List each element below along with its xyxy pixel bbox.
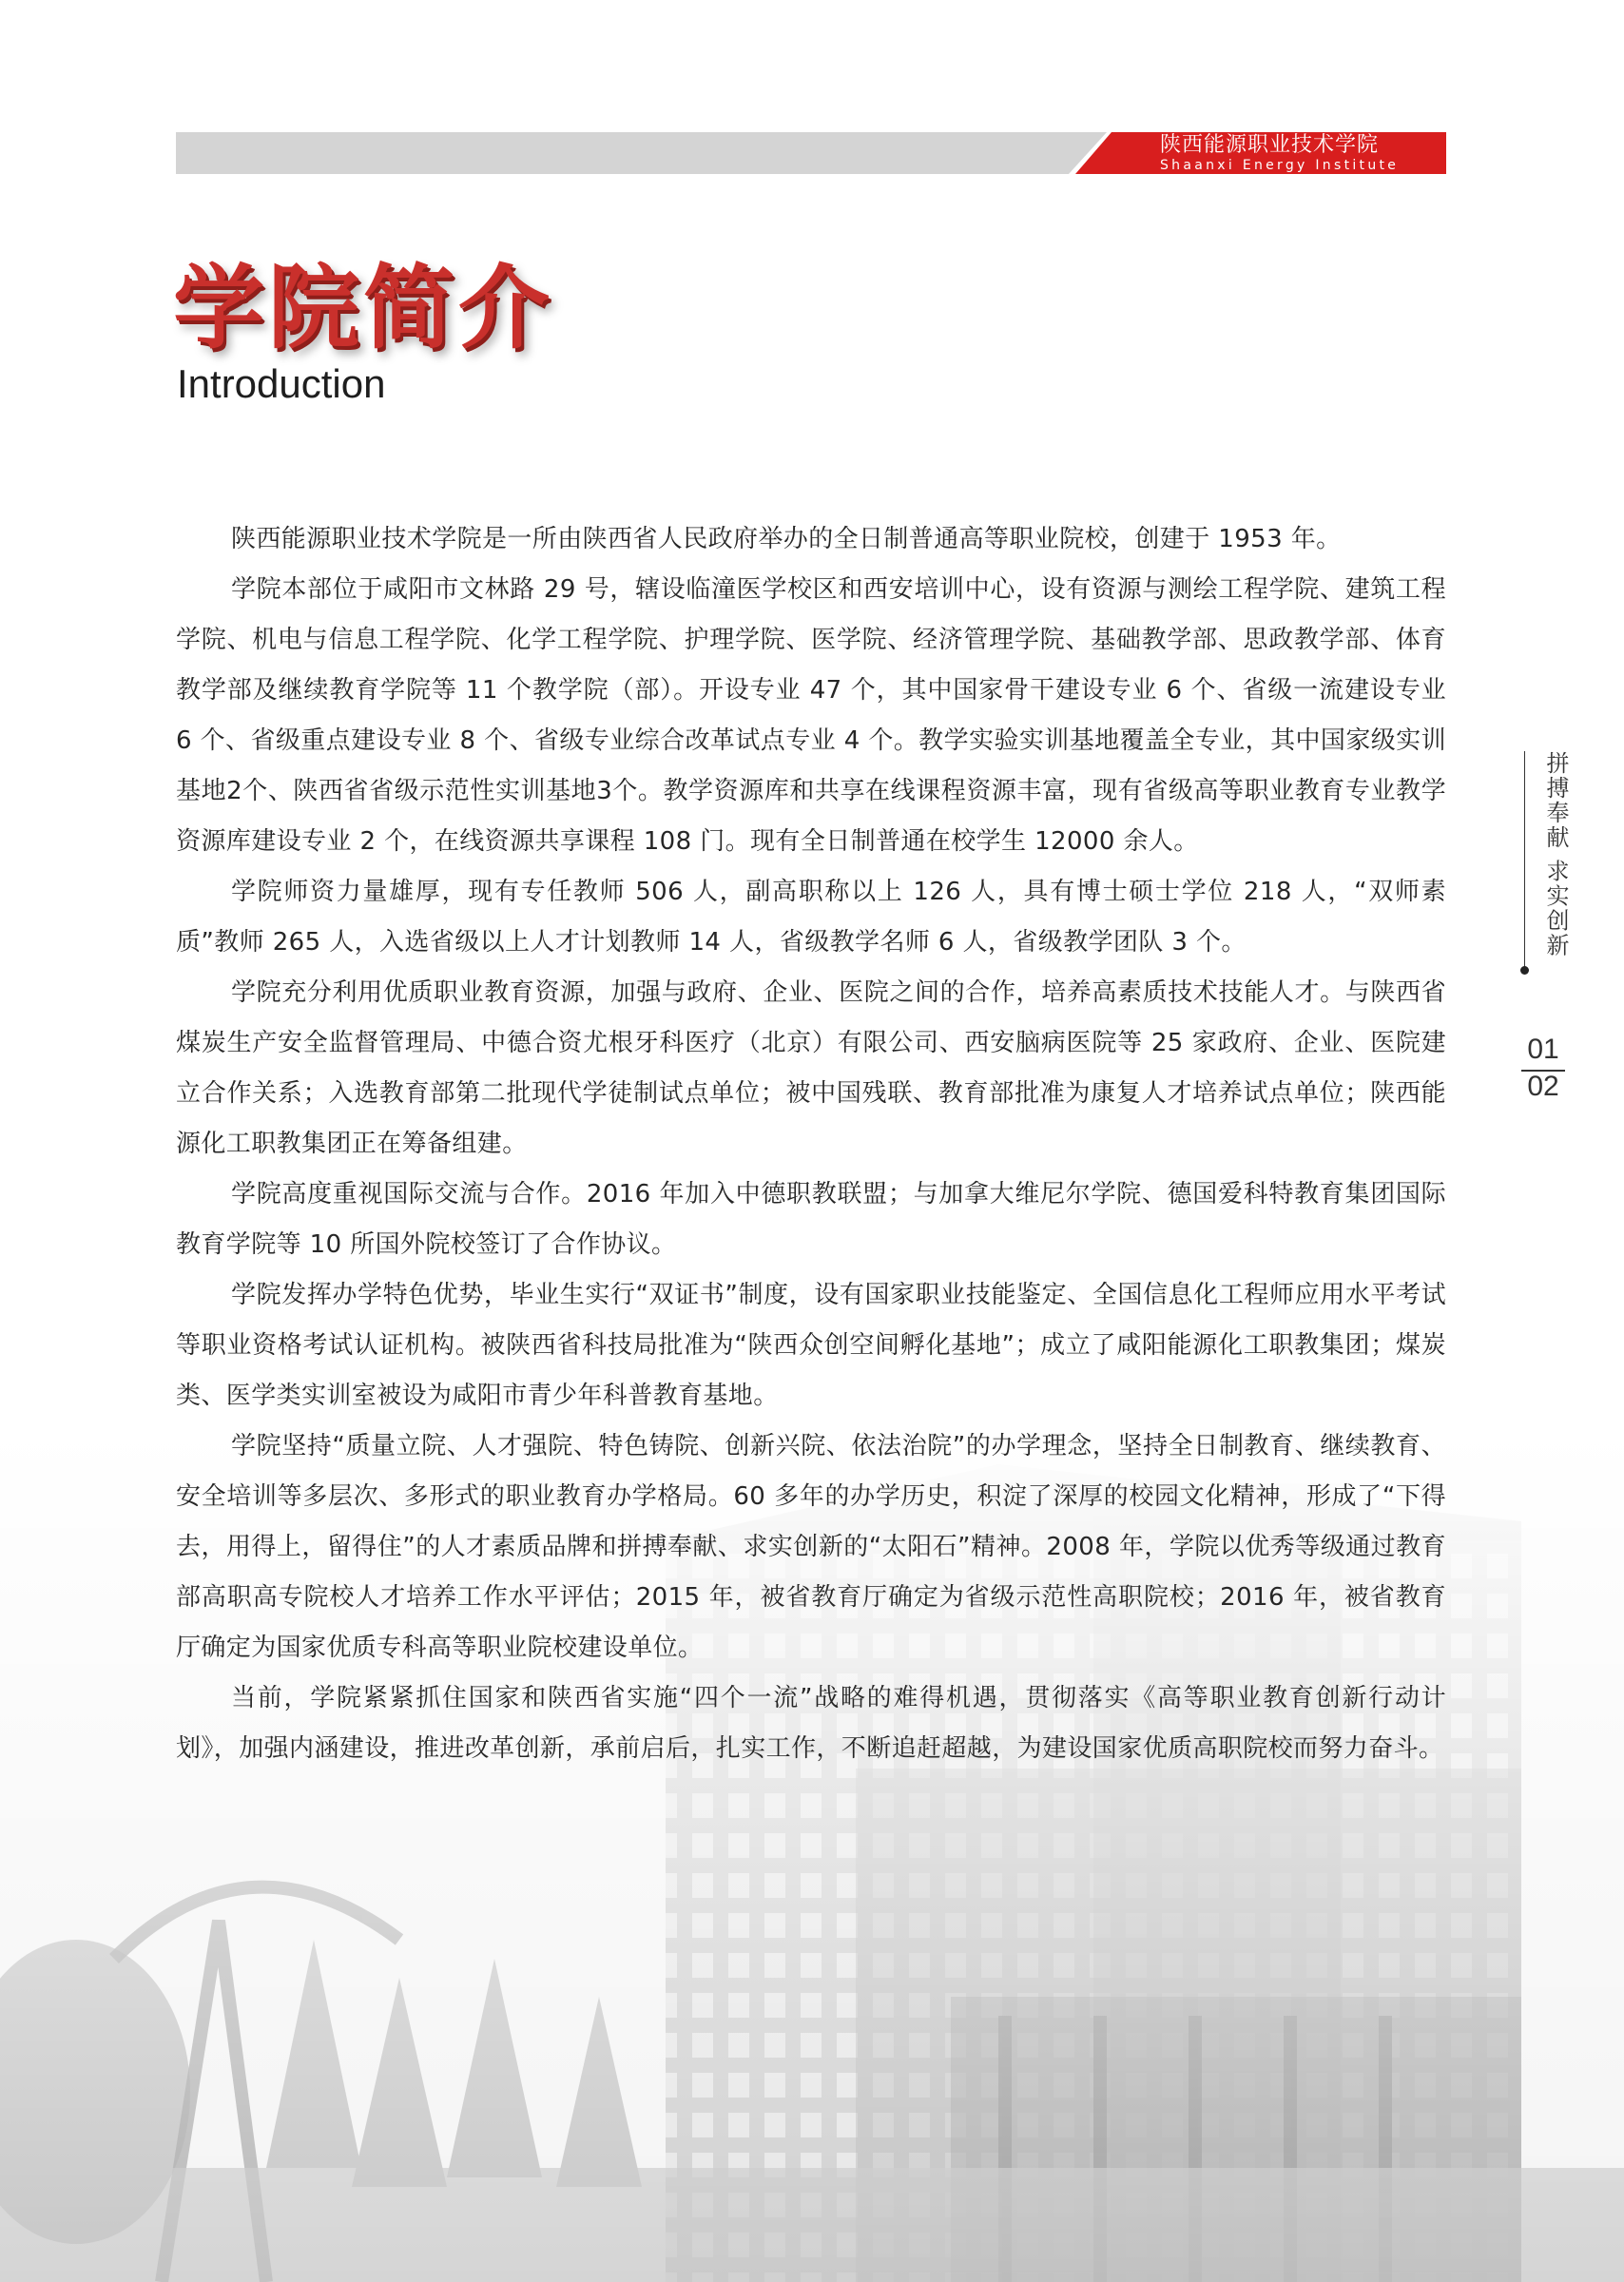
page-number-next: 02 [1527,1071,1559,1102]
side-slogan: 拼搏奉献 求实创新 [1542,751,1569,958]
side-dot [1520,966,1529,975]
page-title: 学院简介 [173,255,553,361]
page-subtitle: Introduction [177,361,386,406]
page-number-current: 01 [1527,1034,1559,1065]
paragraph: 陕西能源职业技术学院是一所由陕西省人民政府举办的全日制普通高等职业院校，创建于 1953 年。 [231,525,1342,553]
paragraph: 学院发挥办学特色优势，毕业生实行“双证书”制度，设有国家职业技能鉴定、全国信息化工程师应用水平考试等职业资格考试认证机构。被陕西省科技局批准为“陕西众创空间孵化基地”；成立了咸阳能源化工职教集团；煤炭类、医学类实训室被设为咸阳市青少年科普教育基地。 [176,1281,1446,1410]
header-org-name-en: Shaanxi Energy Institute [1160,158,1400,173]
paragraph: 学院充分利用优质职业教育资源，加强与政府、企业、医院之间的合作，培养高素质技术技能人才。与陕西省煤炭生产安全监督管理局、中德合资尤根牙科医疗（北京）有限公司、西安脑病医院等 25 家政府、企业、医院建立合作关系；入选教育部第二批现代学徒制试点单位；被中国残联、教育部批准为康复人才培养试点单位；陕西能源化工职教集团正在筹备组建。 [176,978,1446,1158]
paragraph: 学院坚持“质量立院、人才强院、特色铸院、创新兴院、依法治院”的办学理念，坚持全日制教育、继续教育、安全培训等多层次、多形式的职业教育办学格局。60 多年的办学历史，积淀了深厚的校园文化精神，形成了“下得去，用得上，留得住”的人才素质品牌和拼搏奉献、求实创新的“太阳石”精神。2008 年，学院以优秀等级通过教育部高职高专院校人才培养工作水平评估；2015 年，被省教育厅确定为省级示范性高职院校；2016 年，被省教育厅确定为国家优质专科高等职业院校建设单位。 [176,1432,1446,1662]
side-vertical-line [1524,751,1525,972]
paragraph: 学院高度重视国际交流与合作。2016 年加入中德职教联盟；与加拿大维尼尔学院、德国爱科特教育集团国际教育学院等 10 所国外院校签订了合作协议。 [176,1180,1446,1259]
intro-body [176,514,1446,1774]
paragraph: 学院师资力量雄厚，现有专任教师 506 人，副高职称以上 126 人，具有博士硕士学位 218 人，“双师素质”教师 265 人，入选省级以上人才计划教师 14 人，省级教学名师 6 人，省级教学团队 3 个。 [176,878,1446,957]
header-org-name-cn: 陕西能源职业技术学院 [1160,133,1380,157]
paragraph: 学院本部位于咸阳市文林路 29 号，辖设临潼医学校区和西安培训中心，设有资源与测绘工程学院、建筑工程学院、机电与信息工程学院、化学工程学院、护理学院、医学院、经济管理学院、基础教学部、思政教学部、体育教学部及继续教育学院等 11 个教学院（部）。开设专业 47 个，其中国家骨干建设专业 6 个、省级一流建设专业 6 个、省级重点建设专业 8 个、省级专业综合改革试点专业 4 个。教学实验实训基地覆盖全专业，其中国家级实训基地2个、陕西省省级示范性实训基地3个。教学资源库和共享在线课程资源丰富，现有省级高等职业教育专业教学资源库建设专业 2 个，在线资源共享课程 108 门。现有全日制普通在校学生 12000 余人。 [176,575,1446,856]
paragraph: 当前，学院紧紧抓住国家和陕西省实施“四个一流”战略的难得机遇，贯彻落实《高等职业教育创新行动计划》，加强内涵建设，推进改革创新，承前启后，扎实工作，不断追赶超越，为建设国家优质高职院校而努力奋斗。 [176,1684,1446,1763]
